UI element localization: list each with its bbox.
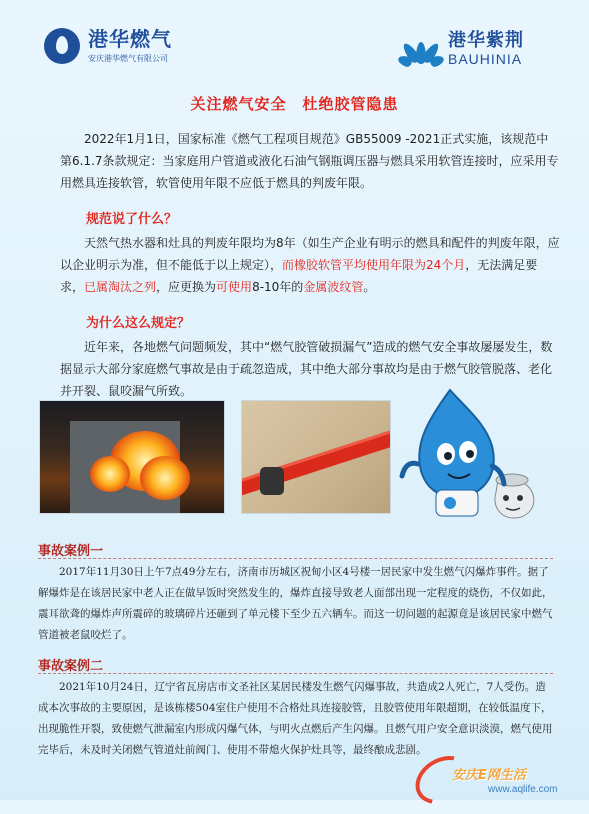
section1-heading: 规范说了什么？: [86, 212, 178, 227]
section1-text-a: 天然气热水器和灶具的判废年限均为8年（如生产企业有明示的燃具和配件的判废年限，应以企业明示为准，但不能低于以上规定），: [60, 236, 560, 272]
case1-text: 2017年11月30日上午7点49分左右，济南市历城区祝甸小区4号楼一居民家中发生燃气闪爆炸事件。据了解爆炸是在该居民家中老人正在做早饭时突然发生的，爆炸直接导致老人面部出现一定程度的烧伤，不仅如此，震耳欲聋的爆炸声所震碎的玻璃碎片还砸到了单元楼下至少五六辆车。而这一切问题的起源竟是该居民家中燃气管道被老鼠咬烂了。: [38, 566, 553, 641]
case1-divider: [38, 558, 553, 559]
case2-divider: [38, 673, 553, 674]
logo-left-name: 港华燃气: [88, 27, 172, 51]
section1-text-b: 而橡胶软管平均使用年限为24个月: [282, 258, 466, 272]
ganghua-gas-logo: [44, 28, 172, 64]
case2-text: 2021年10月24日，辽宁省瓦房店市文圣社区某居民楼发生燃气闪爆事故，共造成2人死亡，7人受伤。造成本次事故的主要原因，是该栋楼504室住户使用不合格灶具连接胶管，且胶管使用年限超期，在较低温度下，出现脆性开裂，致使燃气泄漏室内形成闪爆气体，与明火点燃后产生闪爆。且燃气用户安全意识淡漠，燃气使用完毕后，未及时关闭燃气管道灶前阀门、使用不带熄火保护灶具等，最终酿成悲剧。: [38, 681, 553, 756]
section1-text-h: 金属波纹管: [303, 280, 364, 294]
section1-text-g: 8-10年的: [252, 280, 304, 294]
gas-mascot-illustration: [388, 380, 548, 530]
cracked-rubber-hose-photo: [241, 400, 391, 514]
bauhinia-flower-icon: [400, 28, 442, 70]
intro-paragraph: 2022年1月1日，国家标准《燃气工程项目规范》GB55009 -2021正式实施，该规范中第6.1.7条款规定：当家庭用户管道或液化石油气钢瓶调压器与燃具采用软管连接时，应采用专用燃具连接软管，软管使用年限不应低于燃具的判废年限。: [60, 132, 559, 190]
building-fire-photo: [39, 400, 225, 514]
watermark-name: 安庆E网生活: [452, 768, 526, 783]
section1-text-i: 。: [363, 280, 376, 294]
flame-drop-icon: [44, 28, 80, 64]
section2-paragraph: 近年来，各地燃气问题频发，其中“燃气胶管破损漏气”造成的燃气安全事故屡屡发生，数据显示大部分家庭燃气事故是由于疏忽造成，其中绝大部分事故均是由于燃气胶管脱落、老化并开裂、鼠咬漏气所致。: [60, 340, 553, 398]
watermark-url: www.aqlife.com: [488, 784, 558, 795]
logo-right-sub: BAUHINIA: [448, 51, 523, 67]
section1-text-c: ，无法满足要求，: [60, 258, 538, 294]
section1-text-f: 可使用: [216, 280, 253, 294]
section1-text-e: ，应更换为: [156, 280, 217, 294]
case1-heading: 事故案例一: [38, 544, 104, 559]
case2-heading: 事故案例二: [38, 659, 104, 674]
logo-right-name: 港华紫荆: [448, 30, 524, 51]
bauhinia-logo: [400, 28, 524, 70]
section1-text-d: 已属淘汰之列: [84, 280, 157, 294]
section1-paragraph: [60, 232, 560, 298]
page-title: 关注燃气安全 杜绝胶管隐患: [190, 95, 399, 113]
section2-heading: 为什么这么规定？: [86, 316, 191, 331]
logo-left-sub: 安庆港华燃气有限公司: [88, 54, 168, 63]
